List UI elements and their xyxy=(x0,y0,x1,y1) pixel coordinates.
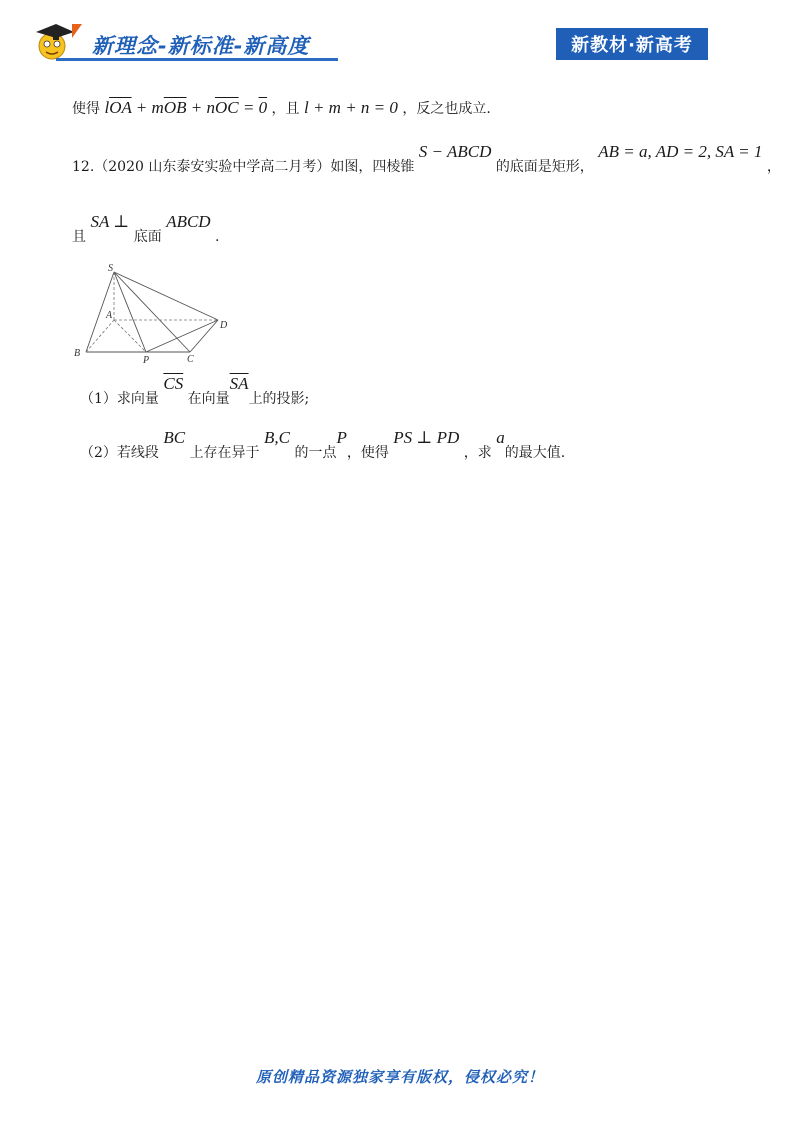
text-line-1: 使得 $l\overline{OA} + m\overline{OB} + n\overline{OC} = 0$ ，且 l + m + n = 0 ，反之也成立. xyxy=(72,98,491,117)
header-accent-mark xyxy=(72,24,82,38)
label-B: B xyxy=(74,348,81,359)
points-BC: B,C xyxy=(264,428,290,447)
label-C: C xyxy=(187,354,194,365)
pyramid-figure xyxy=(70,262,240,376)
pyramid-name: S − ABCD xyxy=(418,142,492,161)
segment-BC: BC xyxy=(163,428,186,447)
header-badge: 新教材·新高考 xyxy=(556,28,708,60)
label-P: P xyxy=(143,355,150,366)
vector-equation: $l\overline{OA} + m\overline{OB} + n\overline{OC} = 0$ xyxy=(104,98,268,117)
problem-12-line-2: 且 SA ⊥ 底面 ABCD . xyxy=(72,212,220,245)
footer-copyright: 原创精品资源独家享有版权，侵权必究！ xyxy=(255,1068,544,1086)
scalar-equation: l + m + n = 0 xyxy=(303,98,398,117)
perpendicular-condition: SA ⊥ xyxy=(90,212,130,231)
given-values: AB = a, AD = 2, SA = 1 xyxy=(598,142,763,161)
label-D: D xyxy=(220,320,228,331)
vector-SA: $\overline{SA}$ xyxy=(229,374,249,393)
question-1: （1）求向量 $\overline{CS}$ 在向量$\overline{SA}$上的投影; xyxy=(80,374,310,407)
header-underline xyxy=(56,58,338,61)
label-A: A xyxy=(106,310,113,321)
problem-12-heading: 12.（2020 山东泰安实验中学高二月考）如图，四棱锥 S − ABCD 的底面是矩形， AB = a, AD = 2, SA = 1 ， xyxy=(72,142,781,175)
question-2: （2）若线段 BC 上存在异于 B,C 的一点P，使得 PS ⊥ PD ，求 a的最大值. xyxy=(80,428,566,461)
variable-a: a xyxy=(496,428,505,447)
base-name: ABCD xyxy=(166,212,211,231)
label-S: S xyxy=(108,263,113,274)
point-P: P xyxy=(336,428,347,447)
perp-condition: PS ⊥ PD xyxy=(393,428,460,447)
header-slogan: 新理念-新标准-新高度 xyxy=(92,34,310,58)
vector-CS: $\overline{CS}$ xyxy=(163,374,184,393)
